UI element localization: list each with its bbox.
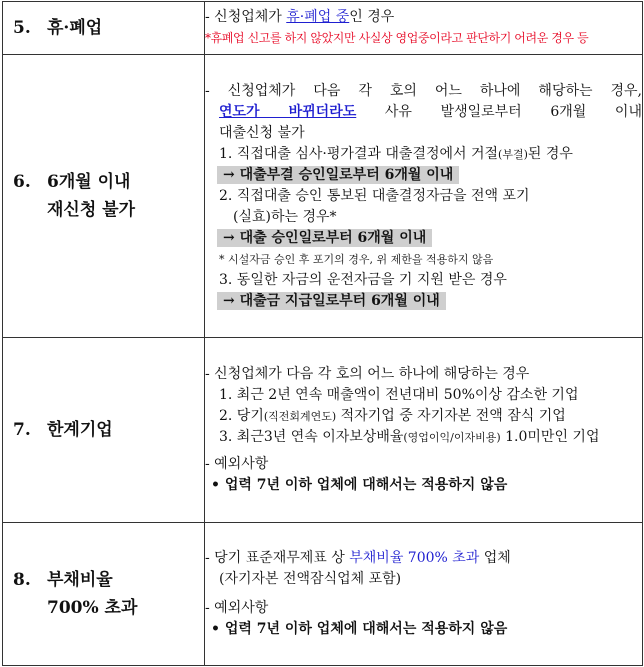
list-item: 2. 직접대출 승인 통보된 대출결정자금을 전액 포기 bbox=[219, 187, 530, 204]
highlight-text: 부채비율 700% 초과 bbox=[349, 550, 480, 566]
arrow-highlight: → 대출부결 승인일로부터 6개월 이내 bbox=[217, 166, 459, 184]
row-title-line2: 재신청 불가 bbox=[47, 200, 136, 220]
row-label-cell bbox=[3, 338, 205, 523]
row-title: 부채비율 bbox=[47, 570, 113, 590]
text-fragment: 사유 발생일로부터 6개월 이내 bbox=[356, 103, 642, 120]
row-content-cell bbox=[205, 55, 643, 338]
exception-heading: - 예외사항 bbox=[205, 600, 269, 616]
footnote: * 시설자금 승인 후 포기의 경우, 위 제한을 적용하지 않음 bbox=[219, 252, 494, 266]
red-note: *휴폐업 신고를 하지 않았지만 사실상 영업중이라고 판단하기 어려운 경우 등 bbox=[205, 31, 589, 45]
row-number: 6. bbox=[13, 172, 31, 192]
highlight-text: 휴·폐업 중 bbox=[286, 9, 350, 25]
text-fragment: 1.0미만인 기업 bbox=[500, 429, 600, 445]
small-text: (부결) bbox=[498, 147, 528, 161]
row-content-cell bbox=[205, 2, 643, 55]
row-label-cell bbox=[3, 55, 205, 338]
row-title: 한계기업 bbox=[47, 420, 113, 440]
row-label-cell bbox=[3, 523, 205, 666]
arrow-highlight: → 대출금 지급일로부터 6개월 이내 bbox=[217, 292, 446, 310]
row-title-line2: 700% 초과 bbox=[47, 598, 138, 618]
intro-line: - 신청업체가 다음 각 호의 어느 하나에 해당하는 경우 bbox=[205, 366, 530, 382]
intro-line: - 신청업체가 다음 각 호의 어느 하나에 해당하는 경우, bbox=[205, 82, 642, 99]
table-row bbox=[3, 338, 643, 523]
text-fragment: 적자기업 중 자기자본 전액 잠식 기업 bbox=[336, 408, 566, 424]
row-number: 5. bbox=[13, 18, 31, 38]
criteria-table bbox=[2, 1, 643, 666]
highlight-text: 연도가 바뀌더라도 bbox=[219, 103, 357, 120]
small-text: (직전회계연도) bbox=[263, 410, 337, 423]
row-number: 8. bbox=[13, 570, 31, 590]
table-row bbox=[3, 523, 643, 666]
list-item-cont: (실효)하는 경우* bbox=[233, 208, 337, 225]
list-item: 1. 최근 2년 연속 매출액이 전년대비 50%이상 감소한 기업 bbox=[219, 387, 579, 403]
row-number: 7. bbox=[13, 420, 31, 440]
row-title: 6개월 이내 bbox=[47, 172, 131, 192]
table-row bbox=[3, 55, 643, 338]
text-line: (자기자본 전액잠식업체 포함) bbox=[219, 571, 402, 587]
list-item: 3. 동일한 자금의 운전자금을 기 지원 받은 경우 bbox=[219, 271, 507, 288]
text-fragment: 업체 bbox=[479, 550, 511, 566]
list-item: 3. 최근3년 연속 이자보상배율 bbox=[219, 429, 404, 445]
list-item: 1. 직접대출 심사·평가결과 대출결정에서 거절 bbox=[219, 145, 499, 162]
row-label-cell bbox=[3, 2, 205, 55]
text-fragment: - 당기 표준재무제표 상 bbox=[205, 550, 350, 566]
row-title: 휴·폐업 bbox=[47, 18, 103, 38]
exception-heading: - 예외사항 bbox=[205, 456, 269, 472]
small-text: (영업이익/이자비용) bbox=[403, 431, 501, 444]
arrow-highlight: → 대출 승인일로부터 6개월 이내 bbox=[217, 229, 432, 247]
row-content-cell bbox=[205, 523, 643, 666]
text-fragment: 된 경우 bbox=[527, 145, 573, 162]
text-fragment: 인 경우 bbox=[349, 9, 395, 25]
list-item: 2. 당기 bbox=[219, 408, 264, 424]
intro-line: 대출신청 불가 bbox=[219, 124, 305, 141]
text-fragment: - 신청업체가 bbox=[205, 9, 287, 25]
table-row bbox=[3, 2, 643, 55]
exception-item: • 업력 7년 이하 업체에 대해서는 적용하지 않음 bbox=[211, 477, 508, 493]
row-content-cell bbox=[205, 338, 643, 523]
exception-item: • 업력 7년 이하 업체에 대해서는 적용하지 않음 bbox=[211, 621, 508, 637]
